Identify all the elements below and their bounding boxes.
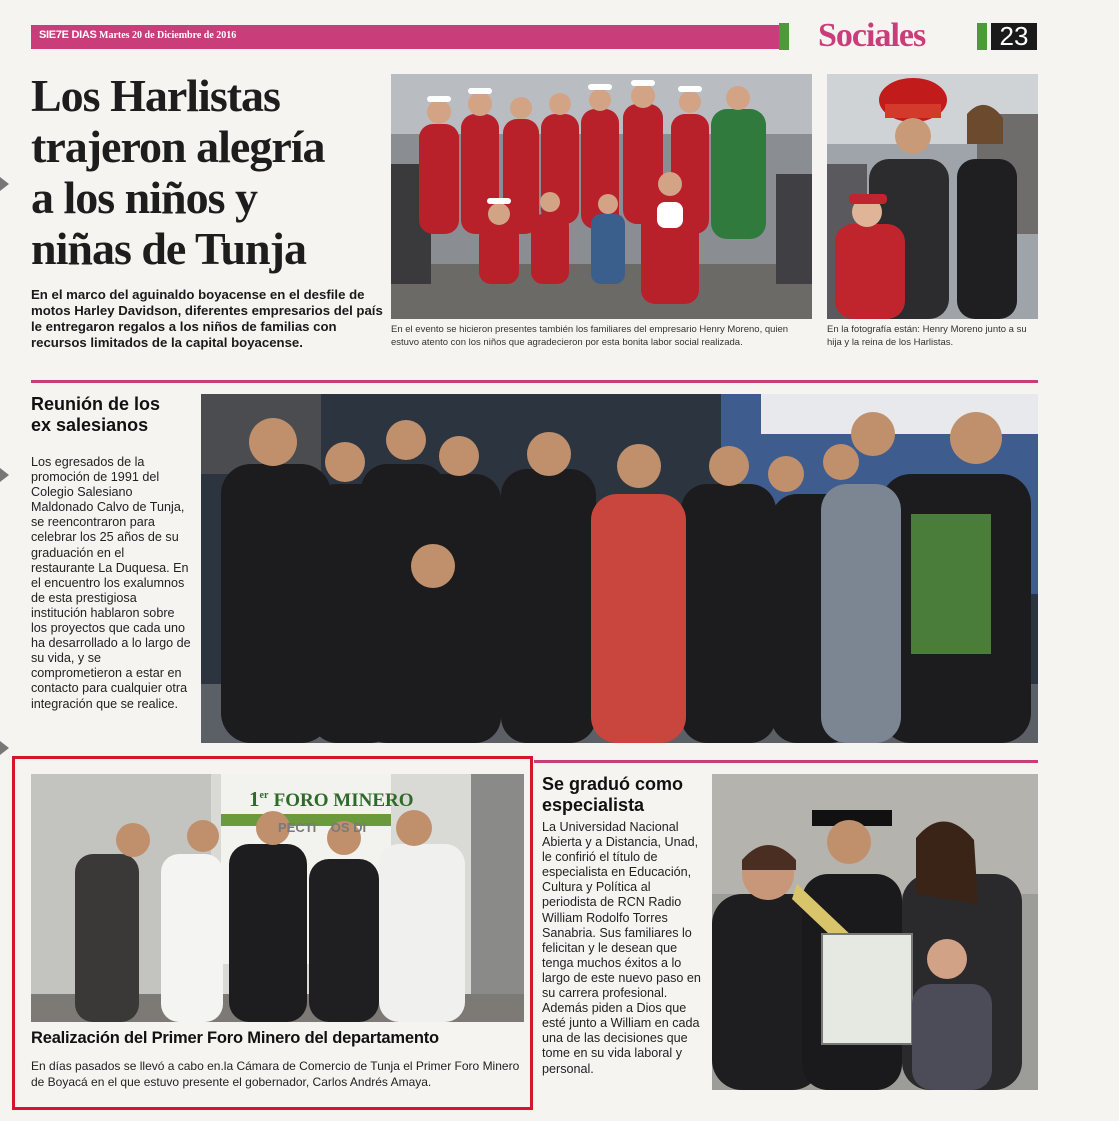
margin-arrow xyxy=(0,468,9,482)
photo-ex-salesianos-image xyxy=(201,394,1038,743)
foro-banner-subtitle: PECTI OS DI xyxy=(278,820,367,835)
banner-number: 1 xyxy=(249,787,260,811)
title-line: especialista xyxy=(542,795,645,815)
headline-line: Los Harlistas xyxy=(31,70,280,121)
photo-harlistas-group xyxy=(391,74,812,319)
margin-arrow xyxy=(0,741,9,755)
article1-headline xyxy=(31,70,381,274)
article2-title xyxy=(31,394,201,436)
photo-harlistas-group-image xyxy=(391,74,812,319)
title-line: Se graduó como xyxy=(542,774,684,794)
title-line: ex salesianos xyxy=(31,415,149,435)
headline-line: trajeron alegría xyxy=(31,121,325,172)
page-number: 23 xyxy=(991,23,1037,50)
margin-arrow xyxy=(0,177,9,191)
article3-body: En días pasados se llevó a cabo en.la Cámara de Comercio de Tunja el Primer Foro Minero de Boyacá en el que estuvo presente el gobernador, Carlos Andrés Amaya. xyxy=(31,1059,520,1089)
header-bar xyxy=(31,25,779,49)
headline-line: a los niños y xyxy=(31,172,258,223)
article3-title: Realización del Primer Foro Minero del departamento xyxy=(31,1029,439,1047)
article2-body: Los egresados de la promoción de 1991 del Colegio Salesiano Maldonado Calvo de Tunja, se reencontraron para celebrar los 25 años de su graduación en el restaurante La Duquesa. En el encuentro los exalumnos de esta prestigiosa institución hablaron sobre los proyectos que cada uno ha desarrollado a lo largo de su vida, y se comprometieron a estar en contacto para cualquier otra integración que se realice. xyxy=(31,455,191,711)
banner-superscript: er xyxy=(259,790,269,801)
photo-graduacion xyxy=(712,774,1038,1090)
banner-label: FORO MINERO xyxy=(273,790,414,811)
newspaper-brand: SIE7E DIAS xyxy=(39,29,97,41)
photo-henry-moreno-image xyxy=(827,74,1038,319)
header-accent-left xyxy=(779,23,789,50)
caption-harlistas-group: En el evento se hicieron presentes también los familiares del empresario Henry Moreno, quien estuvo atento con los niños que agradecieron por esta bonita labor social realizada. xyxy=(391,324,789,348)
header-accent-right xyxy=(977,23,987,50)
caption-henry-moreno: En la fotografía están: Henry Moreno junto a su hija y la reina de los Harlistas. xyxy=(827,324,1027,348)
section-divider xyxy=(31,380,1038,383)
article4-title xyxy=(542,774,712,816)
photo-graduacion-image xyxy=(712,774,1038,1090)
headline-line: niñas de Tunja xyxy=(31,223,306,274)
section-divider-2 xyxy=(534,760,1038,763)
foro-banner-title xyxy=(249,787,414,812)
title-line: Reunión de los xyxy=(31,394,161,414)
photo-ex-salesianos xyxy=(201,394,1038,743)
article1-lead: En el marco del aguinaldo boyacense en el desfile de motos Harley Davidson, diferentes empresarios del país le entregaron regalos a los niños de familias con recursos limitados de la capital boyacense. xyxy=(31,287,383,350)
issue-date: Martes 20 de Diciembre de 2016 xyxy=(99,30,237,41)
article4-body: La Universidad Nacional Abierta y a Distancia, Unad, le confirió el título de especialista en Educación, Cultura y Política al periodista de RCN Radio William Rodolfo Torres Sanabria. Sus familiares lo felicitan y le desean que tenga muchos éxitos a lo largo de este nuevo paso en su carrera profesional. Además piden a Dios que esté junto a William en cada una de las decisiones que tome en su vida laboral y personal. xyxy=(542,820,701,1076)
photo-henry-moreno xyxy=(827,74,1038,319)
section-title: Sociales xyxy=(818,17,926,54)
